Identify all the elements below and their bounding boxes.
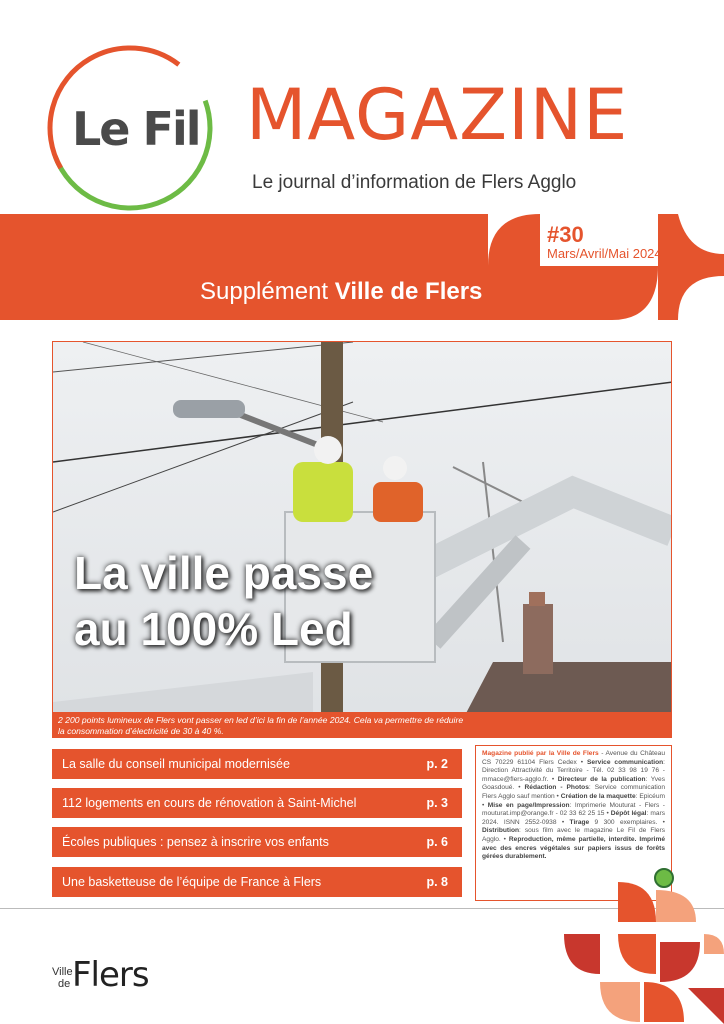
imprint-creation-label: Création de la maquette [558, 792, 636, 800]
toc-page: p. 8 [426, 875, 448, 889]
toc-page: p. 2 [426, 757, 448, 771]
imprint-depot-text: : mars 2024. ISNN 2552-0938 • [482, 810, 665, 826]
toc-item[interactable] [52, 867, 462, 897]
supplement-city: Ville de Flers [334, 278, 483, 305]
toc-title: Une basketteuse de l’équipe de France à Flers [62, 875, 322, 889]
supplement-prefix: Supplément [200, 278, 329, 305]
toc-item[interactable] [52, 788, 462, 818]
ville-de-label [52, 966, 73, 990]
imprint-box [475, 745, 672, 901]
imprint-service-text: : Direction Attractivité du Territoire - Tél. 02 33 98 19 76 - mmace@flers-agglo.fr. • [482, 758, 665, 783]
decorative-shapes [560, 882, 724, 1024]
ville-word: Ville [52, 966, 73, 978]
issue-date: Mars/Avril/Mai 2024 [547, 246, 662, 261]
issue-number: #30 [547, 222, 584, 247]
toc-page: p. 6 [426, 835, 448, 849]
band-decoration [488, 214, 724, 320]
imprint-director-label: Directeur de la publication [554, 775, 646, 783]
cover-photo [52, 341, 672, 737]
toc-item[interactable] [52, 749, 462, 779]
toc-item[interactable] [52, 827, 462, 857]
toc-title: Écoles publiques : pensez à inscrire vos enfants [62, 835, 329, 849]
toc-title: 112 logements en cours de rénovation à Saint-Michel [62, 796, 357, 810]
imprint-distribution-label: Distribution [482, 827, 519, 835]
cover-headline [74, 545, 373, 657]
de-word: de [58, 978, 71, 990]
imprint-depot-label: Dépôt légal [608, 810, 647, 818]
headline-line-1: La ville passe [74, 547, 374, 599]
imprint-mise-text: : Imprimerie Mouturat - Flers - mouturat.imp@orange.fr - 02 33 62 25 15 • [482, 801, 665, 818]
flers-city-logo: Flers [72, 955, 149, 995]
imprint-service-label: Service communication [583, 758, 664, 766]
imprint-distribution-text: : sous film avec le magazine Le Fil de Flers Agglo. • [482, 827, 665, 843]
tagline: Le journal d’information de Flers Agglo [252, 172, 577, 193]
imprint-paper: Imprimé avec des encres végétales sur papiers issus de forêts gérées durablement. [482, 835, 666, 861]
imprint-reproduction: Reproduction, même partielle, interdite. [505, 835, 637, 843]
caption-line-1: 2 200 points lumineux de Flers vont passer en led d’ici la fin de l’année 2024. Cela va permettre de réduire [58, 715, 464, 725]
logo-wordmark: Le Fil [72, 102, 200, 156]
imprint-creation-text: : Epicéum • [482, 792, 665, 809]
toc-title: La salle du conseil municipal modernisée [62, 757, 290, 771]
imprint-redaction-label: Rédaction - Photos [520, 784, 589, 792]
imprint-director-text: : Yves Goasdoué. • [482, 775, 665, 792]
imprint-mise-label: Mise en page/Impression [484, 801, 570, 809]
imprint-redaction-text: : Service communication Flers Agglo sauf mention • [482, 784, 665, 800]
imprint-publisher: Magazine publié par la Ville de Flers [482, 750, 599, 757]
magazine-title: MAGAZINE [246, 74, 629, 156]
imprint-address: - Avenue du Château CS 70229 61104 Flers Cedex • [482, 750, 666, 766]
photo-caption [52, 712, 672, 738]
imprint-tirage-text: 9 300 exemplaires. • [589, 818, 665, 826]
headline-line-2: au 100% Led [74, 603, 353, 655]
caption-line-2: la consommation d’électricité de 30 à 40 %. [58, 726, 224, 736]
supplement-title [200, 278, 482, 306]
toc-page: p. 3 [426, 796, 448, 810]
imprint-tirage-label: Tirage [564, 818, 590, 826]
